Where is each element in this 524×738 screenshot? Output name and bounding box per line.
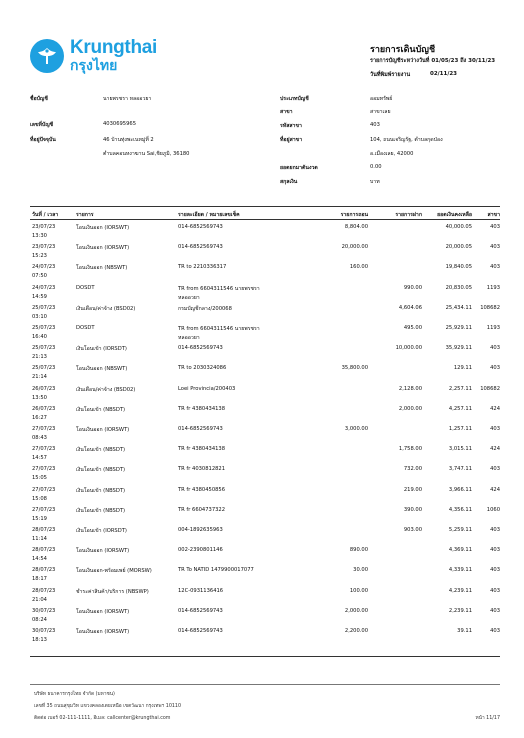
row-balance: 5,259.11: [448, 527, 472, 533]
table-row: [30, 628, 500, 648]
row-time: 15:05: [32, 475, 47, 482]
row-time: 14:59: [32, 293, 47, 300]
table-row: [30, 244, 500, 264]
column-header-deposit: รายการฝาก: [395, 212, 422, 218]
column-header-detail: รายละเอียด / หมายเลขเช็ค: [178, 212, 240, 218]
krungthai-logo: [30, 38, 157, 73]
footer-company: บริษัท ธนาคารกรุงไทย จำกัด (มหาชน): [34, 692, 115, 697]
printed-date-label: วันที่พิมพ์รายงาน: [370, 72, 411, 78]
row-type: โอนเงินออก-พร้อมเพย์ (MORSW): [76, 568, 152, 575]
row-balance: 20,830.05: [445, 284, 472, 291]
row-balance: 4,339.11: [448, 567, 472, 574]
row-branch: 403: [490, 527, 500, 533]
row-time: 08:24: [32, 616, 47, 623]
branch-label: สาขา: [280, 109, 293, 115]
row-detail: 014-6852569743: [178, 224, 223, 230]
row-date: 25/07/23: [32, 304, 56, 311]
row-time: 13:30: [32, 233, 47, 239]
table-row: [30, 527, 500, 547]
address-line-2: ตำบลคอนหงาฆาน Sai,ชิยภูมิ, 36180: [103, 151, 190, 157]
row-balance: 40,000.05: [445, 224, 472, 230]
row-balance: 4,257.11: [448, 405, 472, 412]
row-type: โอนเงินออก (IORSWT): [76, 548, 130, 555]
row-deposit: 1,758.00: [398, 446, 422, 453]
column-header-branch: สาขา: [487, 212, 500, 218]
row-balance: 19,840.05: [445, 264, 472, 271]
row-date: 25/07/23: [32, 345, 56, 352]
page-title: รายการเดินบัญชี: [370, 45, 436, 55]
row-branch: 403: [490, 244, 500, 251]
footer-divider: [30, 684, 500, 685]
row-date: 28/07/23: [32, 587, 56, 594]
row-time: 21:14: [32, 374, 47, 381]
row-withdraw: 100.00: [349, 587, 368, 594]
row-branch: 403: [490, 224, 500, 230]
row-time: 15:08: [32, 495, 47, 502]
column-header-type: รายการ: [76, 212, 94, 218]
row-time: 03:10: [32, 313, 47, 320]
table-row: [30, 406, 500, 426]
row-time: 15:23: [32, 253, 47, 260]
row-type: เงินเดือน/ค่าจ้าง (BSD02): [76, 305, 136, 312]
row-detail: TR fr 4380434138: [178, 446, 226, 453]
row-time: 14:54: [32, 556, 47, 563]
row-detail: TR from 6604311546 นายพรชรา: [178, 326, 260, 332]
row-date: 25/07/23: [32, 365, 56, 372]
table-row: [30, 608, 500, 628]
row-detail: Loei Provincia/200403: [178, 385, 236, 392]
row-detail-continued: หลออวยา: [178, 335, 200, 341]
address-line-1: 46 บ้านทุ่งพะเนหมู่ที่ 2: [103, 137, 154, 143]
row-time: 16:27: [32, 414, 47, 421]
table-bottom-rule: [30, 656, 500, 657]
row-detail: 014-6852569743: [178, 244, 223, 251]
row-branch: 403: [490, 567, 500, 574]
branch-address-label: ที่อยู่สาขา: [280, 137, 303, 143]
column-header-balance: ยอดเงินคงเหลือ: [437, 212, 472, 218]
address-label: ที่อยู่ปัจจุบัน: [30, 137, 56, 143]
row-type: เงินโอนเข้า (NBSDT): [76, 487, 126, 494]
currency-label: สกุลเงิน: [280, 179, 298, 185]
row-balance: 39.11: [457, 628, 472, 634]
row-type: โอนเงินออก (IORSWT): [76, 225, 130, 231]
row-detail: TR To NATID 1479900017077: [178, 567, 254, 574]
row-deposit: 903.00: [403, 527, 422, 533]
row-date: 28/07/23: [32, 527, 56, 533]
row-date: 27/07/23: [32, 486, 56, 493]
row-withdraw: 8,804.00: [344, 224, 368, 230]
table-row: [30, 567, 500, 587]
row-detail: 004-1892635963: [178, 527, 223, 533]
page-number: หน้า 11/17: [475, 716, 500, 721]
row-branch: 403: [490, 607, 500, 614]
row-date: 28/07/23: [32, 567, 56, 574]
row-type: โอนเงินออก (IORSWT): [76, 608, 130, 615]
row-detail: กรมบัญชีกลาง/200068: [178, 305, 232, 312]
account-number-value: 4030695965: [103, 121, 137, 127]
row-detail: 014-6852569743: [178, 345, 223, 352]
row-date: 23/07/23: [32, 244, 56, 251]
account-number-label: เลขที่บัญชี: [30, 122, 54, 128]
table-row: [30, 305, 500, 325]
row-type: ชำระค่าสินค้า/บริการ (NBSWP): [76, 588, 149, 595]
bird-logo-icon: [30, 39, 64, 73]
row-withdraw: 890.00: [349, 547, 368, 554]
statement-period: รายการบัญชีระหว่างวันที่ 01/05/23 ถึง 30/11/23: [370, 58, 496, 64]
row-date: 27/07/23: [32, 466, 56, 473]
row-detail: TR from 6604311546 นายพรชรา: [178, 285, 260, 292]
row-balance: 25,929.11: [445, 325, 472, 331]
account-name-label: ชื่อบัญชี: [30, 96, 48, 102]
row-date: 30/07/23: [32, 607, 56, 614]
row-branch: 403: [490, 587, 500, 594]
row-branch: 403: [490, 547, 500, 554]
row-branch: 403: [490, 426, 500, 432]
row-balance: 129.11: [453, 365, 472, 372]
row-type: โอนเงินออก (IORSWT): [76, 629, 130, 635]
table-row: [30, 487, 500, 507]
row-time: 07:50: [32, 273, 47, 280]
row-detail-continued: หลออวยา: [178, 294, 200, 301]
row-type: DOSDT: [76, 325, 95, 331]
row-time: 14:57: [32, 455, 47, 462]
row-time: 21:13: [32, 354, 47, 361]
table-row: [30, 588, 500, 608]
row-deposit: 2,000.00: [398, 405, 422, 412]
row-balance: 20,000.05: [445, 244, 472, 251]
row-date: 26/07/23: [32, 385, 56, 392]
row-type: เงินโอนเข้า (NBSDT): [76, 447, 126, 454]
row-detail: TR to 2030324086: [178, 365, 227, 372]
row-detail: 12C-0931136416: [178, 587, 224, 594]
row-balance: 4,356.11: [448, 506, 472, 513]
row-branch: 424: [490, 446, 500, 453]
row-branch: 108682: [480, 385, 500, 392]
row-withdraw: 2,200.00: [344, 628, 368, 634]
row-deposit: 990.00: [403, 284, 422, 291]
row-type: โอนเงินออก (IORSWT): [76, 245, 130, 252]
row-branch: 403: [490, 264, 500, 271]
printed-date-value: 02/11/23: [430, 71, 457, 77]
table-row: [30, 466, 500, 486]
row-type: เงินโอนเข้า (NBSDT): [76, 467, 126, 474]
row-time: 18:17: [32, 576, 47, 583]
row-deposit: 2,128.00: [398, 385, 422, 392]
table-row: [30, 426, 500, 446]
row-type: เงินเดือน/ค่าจ้าง (BSD02): [76, 386, 136, 393]
footer-address: เลขที่ 35 ถนนสุขุมวิท แขวงคลองเตยเหนือ เขตวัฒนา กรุงเทพฯ 10110: [34, 704, 182, 709]
row-balance: 4,239.11: [448, 587, 472, 594]
table-row: [30, 507, 500, 527]
row-detail: TR fr 6604737322: [178, 506, 226, 513]
row-time: 11:14: [32, 536, 47, 542]
opening-balance-label: ยอดยกมาต้นงวด: [280, 165, 318, 171]
row-withdraw: 30.00: [353, 567, 368, 574]
row-type: โอนเงินออก (NBSWT): [76, 265, 128, 272]
row-branch: 108682: [480, 304, 500, 311]
table-row: [30, 386, 500, 406]
row-balance: 2,257.11: [448, 385, 472, 392]
row-date: 26/07/23: [32, 405, 56, 412]
row-deposit: 495.00: [403, 325, 422, 331]
row-type: เงินโอนเข้า (NBSDT): [76, 507, 126, 514]
logo-text-th: กรุงไทย: [70, 58, 118, 74]
row-time: 13:50: [32, 394, 47, 401]
table-row: [30, 325, 500, 345]
opening-balance-value: 0.00: [370, 164, 382, 170]
row-date: 30/07/23: [32, 628, 56, 634]
row-date: 24/07/23: [32, 284, 56, 291]
row-date: 27/07/23: [32, 426, 56, 432]
row-withdraw: 160.00: [349, 264, 368, 271]
row-detail: TR fr 4030812821: [178, 466, 226, 473]
row-withdraw: 20,000.00: [341, 244, 368, 251]
table-row: [30, 285, 500, 305]
currency-value: บาท: [370, 179, 380, 185]
table-row: [30, 547, 500, 567]
branch-address-line-2: อ.เมืองเลย, 42000: [370, 151, 414, 157]
table-header: [30, 206, 500, 220]
row-branch: 1193: [486, 325, 500, 331]
row-detail: 002-2390801146: [178, 547, 223, 554]
row-withdraw: 2,000.00: [344, 607, 368, 614]
branch-address-line-1: 104, ถนนเจริญรัฐ, ตำบลกุดป่อง: [370, 137, 443, 143]
row-detail: TR fr 4380434138: [178, 405, 226, 412]
row-date: 25/07/23: [32, 325, 56, 331]
row-type: เงินโอนเข้า (IORSDT): [76, 346, 127, 353]
row-balance: 3,015.11: [448, 446, 472, 453]
row-date: 23/07/23: [32, 224, 56, 230]
row-balance: 3,966.11: [448, 486, 472, 493]
row-time: 15:19: [32, 515, 47, 522]
row-time: 08:43: [32, 435, 47, 441]
row-detail: TR to 2210336317: [178, 264, 227, 271]
column-header-withdraw: รายการถอน: [340, 212, 368, 218]
table-row: [30, 365, 500, 385]
row-branch: 1193: [486, 284, 500, 291]
row-type: DOSDT: [76, 284, 95, 291]
row-branch: 424: [490, 486, 500, 493]
row-deposit: 4,604.06: [398, 304, 422, 311]
table-row: [30, 446, 500, 466]
row-withdraw: 3,000.00: [344, 426, 368, 432]
row-balance: 25,434.11: [445, 304, 472, 311]
logo-text-en: Krungthai: [70, 37, 158, 58]
row-branch: 424: [490, 405, 500, 412]
footer-contact: ติดต่อ เบอร์ 02-111-1111, อีเมล: callcenter@krungthai.com: [34, 716, 171, 721]
row-date: 24/07/23: [32, 264, 56, 271]
row-detail: 014-6852569743: [178, 607, 223, 614]
row-time: 16:40: [32, 334, 47, 340]
row-deposit: 10,000.00: [395, 345, 422, 352]
row-balance: 4,369.11: [448, 547, 472, 554]
row-branch: 403: [490, 365, 500, 372]
row-type: เงินโอนเข้า (NBSDT): [76, 406, 126, 413]
row-deposit: 732.00: [403, 466, 422, 473]
row-detail: 014-6852569743: [178, 426, 223, 432]
row-date: 27/07/23: [32, 506, 56, 513]
row-time: 18:13: [32, 637, 47, 643]
row-branch: 1060: [486, 506, 500, 513]
account-type-label: ประเภทบัญชี: [280, 96, 309, 102]
row-withdraw: 35,800.00: [341, 365, 368, 372]
row-date: 28/07/23: [32, 547, 56, 554]
row-time: 21:04: [32, 596, 47, 603]
branch-code-value: 403: [370, 122, 380, 128]
table-row: [30, 224, 500, 244]
branch-value: สาขาเลย: [370, 109, 391, 115]
row-balance: 3,747.11: [448, 466, 472, 473]
row-type: เงินโอนเข้า (IORSDT): [76, 528, 127, 534]
row-balance: 35,929.11: [445, 345, 472, 352]
row-balance: 2,239.11: [448, 607, 472, 614]
row-type: โอนเงินออก (IORSWT): [76, 427, 130, 433]
account-type-value: ออมทรัพย์: [370, 96, 393, 102]
row-deposit: 390.00: [403, 506, 422, 513]
account-name-value: นายพรชรา หลออวยา: [103, 96, 152, 102]
row-type: โอนเงินออก (NBSWT): [76, 366, 128, 373]
row-branch: 403: [490, 466, 500, 473]
row-balance: 1,257.11: [448, 426, 472, 432]
row-branch: 403: [490, 345, 500, 352]
row-detail: 014-6852569743: [178, 628, 223, 634]
row-detail: TR fr 4380450856: [178, 486, 226, 493]
row-deposit: 219.00: [403, 486, 422, 493]
row-branch: 403: [490, 628, 500, 634]
table-row: [30, 345, 500, 365]
column-header-date: วันที่ / เวลา: [32, 212, 59, 218]
branch-code-label: รหัสสาขา: [280, 123, 302, 129]
row-date: 27/07/23: [32, 446, 56, 453]
table-row: [30, 264, 500, 284]
